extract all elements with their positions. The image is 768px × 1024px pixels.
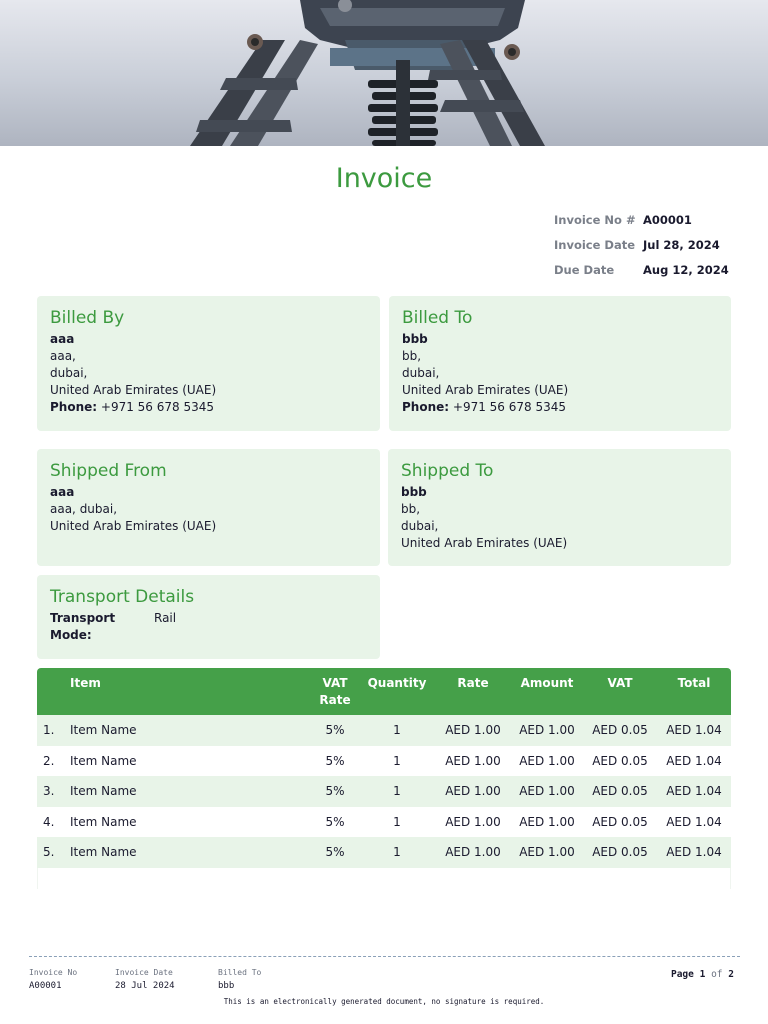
cell-no: 3. [43,784,55,798]
cell-vat-rate: 5% [325,784,345,798]
address-line: United Arab Emirates (UAE) [401,536,568,550]
footer-invoice-date [115,968,175,991]
cell-quantity: 1 [393,723,401,737]
meta-label: Due Date [554,262,615,277]
party-name: aaa [50,485,75,499]
cell-vat-rate: 5% [325,723,345,737]
cell-amount: AED 1.00 [519,753,575,768]
cell-total: AED 1.04 [666,845,722,859]
cell-quantity: 1 [393,845,401,859]
col-header-vat-rate-line1: VAT [322,676,348,690]
col-header-total: Total [677,676,711,690]
cell-no: 5. [43,845,55,859]
cell-rate: AED 1.00 [445,723,501,737]
cell-vat-rate: 5% [325,845,345,859]
phone-value: +971 56 678 5345 [452,400,567,414]
footer-value: 28 Jul 2024 [115,981,175,991]
transport-label-line: Transport [50,611,116,625]
footer-value: A00001 [29,981,62,991]
cell-no: 2. [43,753,55,768]
cell-vat-rate: 5% [325,753,345,768]
cell-no: 4. [43,814,55,829]
invoice-meta [554,207,754,282]
meta-value: A00001 [643,212,692,227]
phone-label: Phone: [402,400,450,414]
electronic-document-note: This is an electronically generated document, no signature is required. [223,997,545,1006]
address-line: United Arab Emirates (UAE) [50,519,217,533]
page-total: 2 [728,969,734,980]
footer-label: Invoice No [29,968,78,977]
cell-rate: AED 1.00 [445,845,501,859]
phone-value: +971 56 678 5345 [100,400,215,414]
page-current: 1 [699,969,706,980]
cell-item: Item Name [70,814,137,829]
cell-amount: AED 1.00 [519,845,575,859]
table-row [37,715,731,746]
footer-divider [29,956,740,957]
card-title: Billed By [50,308,125,328]
footer-invoice-no [29,968,77,991]
table-row [37,776,731,807]
cell-total: AED 1.04 [666,784,722,798]
cell-item: Item Name [70,845,137,859]
cell-total: AED 1.04 [666,814,722,829]
col-header-vat-rate-line2: Rate [319,693,351,707]
invoice-title: Invoice [335,163,433,194]
footer-billed-to [218,968,261,991]
card-title: Transport Details [50,587,195,607]
cell-vat: AED 0.05 [592,814,648,829]
meta-value: Aug 12, 2024 [643,262,729,277]
cell-no: 1. [43,723,55,737]
meta-invoice-date [554,232,754,257]
address-line: aaa, [50,349,76,363]
cell-total: AED 1.04 [666,723,722,737]
cell-quantity: 1 [393,814,401,829]
phone-label: Phone: [50,400,98,414]
footer-value: bbb [218,981,235,991]
table-row [37,746,731,777]
page-of: of [711,969,723,980]
col-header-amount: Amount [520,676,574,690]
transport-label-line: Mode: [50,628,92,642]
table-bottom-spacer [37,868,731,889]
phone-line [402,399,718,416]
transport-mode-value: Rail [154,611,177,625]
address-line: dubai, [50,366,88,380]
meta-due-date [554,257,754,282]
address-line: United Arab Emirates (UAE) [50,383,217,397]
cell-vat: AED 0.05 [592,845,648,859]
col-header-item: Item [70,676,101,690]
col-header-rate: Rate [457,676,489,690]
transport-details-card [37,575,380,659]
cell-item: Item Name [70,753,137,768]
transport-mode-label [50,610,154,644]
card-title: Shipped From [50,461,167,481]
cell-item: Item Name [70,784,137,798]
cell-item: Item Name [70,723,137,737]
shipped-to-card [388,449,731,566]
page-word: Page [670,969,694,980]
cell-quantity: 1 [393,784,401,798]
cell-vat: AED 0.05 [592,753,648,768]
table-header [37,668,731,715]
cell-vat-rate: 5% [325,814,345,829]
meta-invoice-no [554,207,754,232]
address-line: aaa, dubai, [50,502,118,516]
cell-rate: AED 1.00 [445,753,501,768]
billed-to-card [389,296,731,431]
transport-mode-row [50,610,367,644]
address-line: United Arab Emirates (UAE) [402,383,569,397]
table-row [37,807,731,838]
footer-label: Billed To [218,968,262,977]
party-name: aaa [50,332,75,346]
card-title: Shipped To [401,461,494,481]
shipped-from-card [37,449,380,566]
address-line: dubai, [401,519,439,533]
meta-value: Jul 28, 2024 [643,237,720,252]
cell-rate: AED 1.00 [445,814,501,829]
footer-label: Invoice Date [115,968,173,977]
address-line: dubai, [402,366,440,380]
phone-line [50,399,367,416]
cell-amount: AED 1.00 [519,814,575,829]
col-header-quantity: Quantity [367,676,427,690]
cell-rate: AED 1.00 [445,784,501,798]
page-indicator [640,969,734,980]
meta-label: Invoice No # [554,212,636,227]
card-title: Billed To [402,308,473,328]
cell-vat: AED 0.05 [592,784,648,798]
party-name: bbb [401,485,427,499]
cell-total: AED 1.04 [666,753,722,768]
cell-vat: AED 0.05 [592,723,648,737]
items-table [37,668,731,889]
cell-quantity: 1 [393,753,401,768]
meta-label: Invoice Date [554,237,636,252]
cell-amount: AED 1.00 [519,784,575,798]
header-banner-image [0,0,768,146]
table-row [37,837,731,868]
billed-by-card [37,296,380,431]
cell-amount: AED 1.00 [519,723,575,737]
col-header-vat-rate [315,675,355,709]
party-name: bbb [402,332,428,346]
col-header-vat: VAT [607,676,633,690]
address-line: bb, [402,349,422,363]
address-line: bb, [401,502,421,516]
